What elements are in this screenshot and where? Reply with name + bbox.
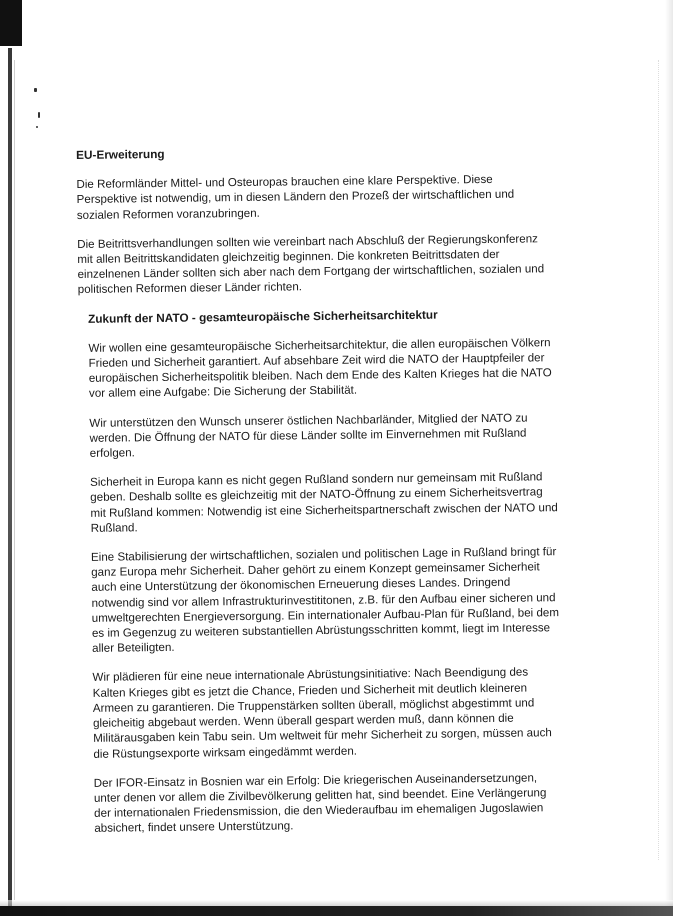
scan-speck	[34, 88, 37, 92]
scan-edge-left	[8, 48, 12, 908]
paragraph: Wir wollen eine gesamteuropäische Sicherheitsarchitektur, die allen europäischen Völkern Frieden und Sicherheit garantiert. Auf absehbare Zeit wird die NATO der Hauptpfeiler der europäischen Sicherheitspolitik bleiben. Nach dem Ende des Kalten Krieges hat die NATO vor allem eine Aufgabe: Die Sicherung der Stabilität.	[88, 336, 552, 401]
scan-speck	[38, 112, 40, 118]
scan-edge-left-line	[14, 60, 15, 900]
paragraph: Eine Stabilisierung der wirtschaftlichen, sozialen und politischen Lage in Rußland bringt für ganz Europa mehr Sicherheit. Daher gehört zu einem Konzept gemeinsamer Sicherheit auch eine Unterstützung der ökonomischen Erneuerung dieses Landes. Dringend notwendig sind vor allem Infrastrukturinvestititonen, z.B. für den Aufbau einer sicheren und umweltgerechten Energieversorgung. Ein internationaler Aufbau-Plan für Rußland, bei dem es im Gegenzug zu weiteren substantiellen Abrüstungsschritten kommt, liegt im Interesse aller Beteiligten.	[90, 545, 560, 656]
scan-speck	[36, 126, 38, 128]
paragraph: Wir plädieren für eine neue internationale Abrüstungsinitiative: Nach Beendigung des Kalten Krieges gibt es jetzt die Chance, Frieden und Sicherheit mit deutlich kleineren Armeen zu garantieren. Die Truppenstärken sollten überall, möglichst abgestimmt und gleicheitig abgebaut werden. Wenn überall gespart werden muß, dann können die Militärausgaben kein Tabu sein. Um weltweit für mehr Sicherheit zu sorgen, müssen auch die Rüstungsexporte wirksam eingedämmt werden.	[92, 666, 552, 761]
paragraph: Der IFOR-Einsatz in Bosnien war ein Erfolg: Die kriegerischen Auseinandersetzungen, unter denen vor allem die Zivilbevölkerung gelitten hat, sind beendet. Eine Verlängerung der internationalen Friedensmission, die den Wiederaufbau im ehemaligen Jugoslawien absichert, findet unsere Unterstützung.	[93, 771, 547, 836]
paragraph: Wir unterstützen den Wunsch unserer östlichen Nachbarländer, Mitglied der NATO zu werden. Die Öffnung der NATO für diese Länder sollte im Einvernehmen mit Rußland erfolgen.	[89, 411, 528, 460]
section-nato	[88, 306, 562, 837]
scan-shadow-top-left	[0, 0, 22, 46]
paragraph: Die Beitrittsverhandlungen sollten wie vereinbart nach Abschluß der Regierungskonferenz mit allen Beitrittskandidaten gleichzeitig beginnen. Die konkreten Beitrittsdaten der einzelnenen Länder sollten sich aber nach dem Fortgang der wirtschaftlichen, sozialen und politischen Reformen dieser Länder richten.	[77, 232, 545, 297]
document-body	[76, 142, 561, 850]
paragraph: Die Reformländer Mittel- und Osteuropas brauchen eine klare Perspektive. Diese Perspektive ist notwendig, um in diesen Ländern den Prozeß der wirtschaftlichen und sozialen Reformen voranzubringen.	[76, 173, 515, 222]
heading-eu-erweiterung: EU-Erweiterung	[76, 146, 165, 162]
heading-zukunft-der-nato: Zukunft der NATO - gesamteuropäische Sicherheitsarchitektur	[87, 307, 438, 326]
scan-edge-bottom	[0, 906, 673, 916]
paragraph: Sicherheit in Europa kann es nicht gegen Rußland sondern nur gemeinsam mit Rußland geben. Deshalb sollte es gleichzeitig mit der NATO-Öffnung zu einem Sicherheitsvertrag mit Rußland kommen: Notwendig ist eine Sicherheitspartnerschaft zwischen der NATO und Rußland.	[90, 470, 558, 535]
scan-noise-right	[638, 60, 659, 860]
scan-edge-right	[665, 0, 673, 916]
